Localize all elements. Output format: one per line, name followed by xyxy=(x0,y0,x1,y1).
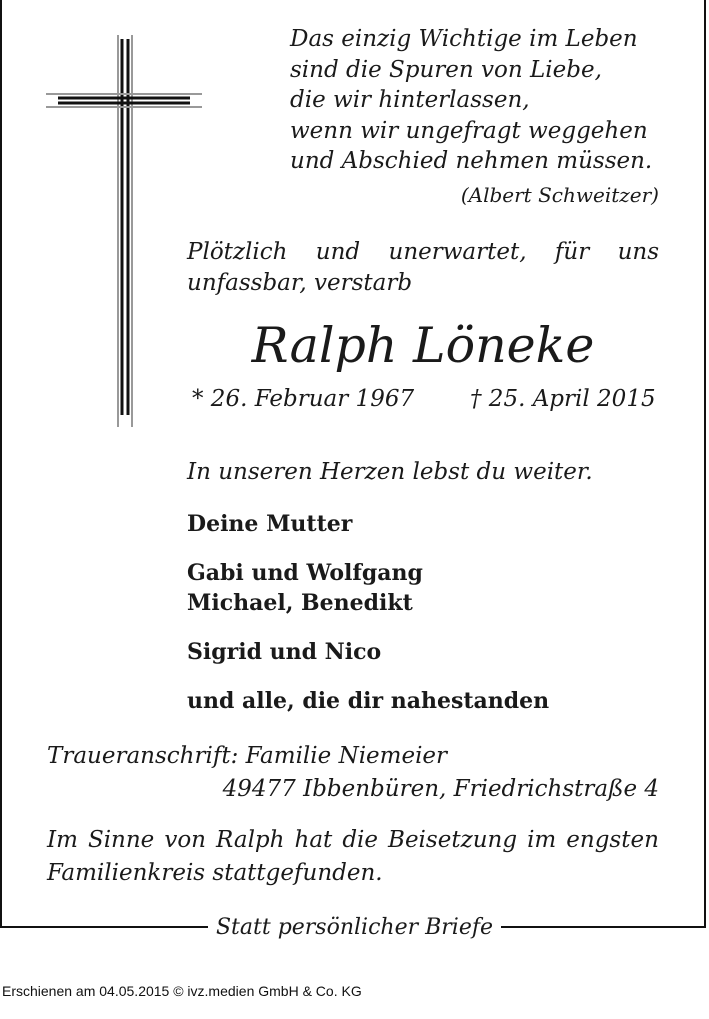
intro-word: unerwartet, xyxy=(388,239,527,265)
intro-word: für xyxy=(554,239,590,265)
mourning-address-label: Traueranschrift: Familie Niemeier xyxy=(47,743,448,769)
quote-line: Das einzig Wichtige im Leben xyxy=(290,26,638,52)
intro-text xyxy=(187,237,659,299)
mourner: Michael, Benedikt xyxy=(187,590,413,616)
burial-note xyxy=(47,824,659,890)
intro-word: und xyxy=(315,239,361,265)
mourner: Deine Mutter xyxy=(187,511,353,537)
intro-word: Plötzlich xyxy=(187,239,288,265)
note-word: die xyxy=(342,827,379,853)
note-word: hat xyxy=(294,827,333,853)
intro-word: uns xyxy=(617,239,659,265)
deceased-name: Ralph Löneke xyxy=(251,317,595,374)
quote-line: sind die Spuren von Liebe, xyxy=(290,56,602,83)
memory-line: In unseren Herzen lebst du weiter. xyxy=(187,459,593,485)
footer-text: Statt persönlicher Briefe xyxy=(208,915,501,940)
intro-line-2: unfassbar, verstarb xyxy=(187,270,413,296)
note-word: Beisetzung xyxy=(388,827,518,853)
birth-date: * 26. Februar 1967 xyxy=(192,386,415,412)
note-word: Sinne xyxy=(87,827,155,853)
quote-line: und Abschied nehmen müssen. xyxy=(290,148,653,174)
mourner: Gabi und Wolfgang xyxy=(187,560,423,586)
quote-author: (Albert Schweitzer) xyxy=(460,183,659,207)
quote xyxy=(290,24,652,177)
publication-credit: Erschienen am 04.05.2015 © ivz.medien GmbH & Co. KG xyxy=(2,983,362,999)
note-line-2: Familienkreis stattgefunden. xyxy=(47,860,383,886)
mourning-address: 49477 Ibbenbüren, Friedrichstraße 4 xyxy=(222,776,659,802)
death-date: † 25. April 2015 xyxy=(470,386,656,412)
mourner: und alle, die dir nahestanden xyxy=(187,688,550,714)
note-word: engsten xyxy=(566,827,659,853)
mourner: Sigrid und Nico xyxy=(187,639,382,665)
quote-line: die wir hinterlassen, xyxy=(290,87,530,113)
note-word: im xyxy=(527,827,557,853)
quote-line: wenn wir ungefragt weggehen xyxy=(290,117,648,144)
note-word: von xyxy=(164,827,206,853)
footer-caption xyxy=(0,915,709,940)
note-word: Ralph xyxy=(216,827,285,853)
note-word: Im xyxy=(47,827,78,853)
